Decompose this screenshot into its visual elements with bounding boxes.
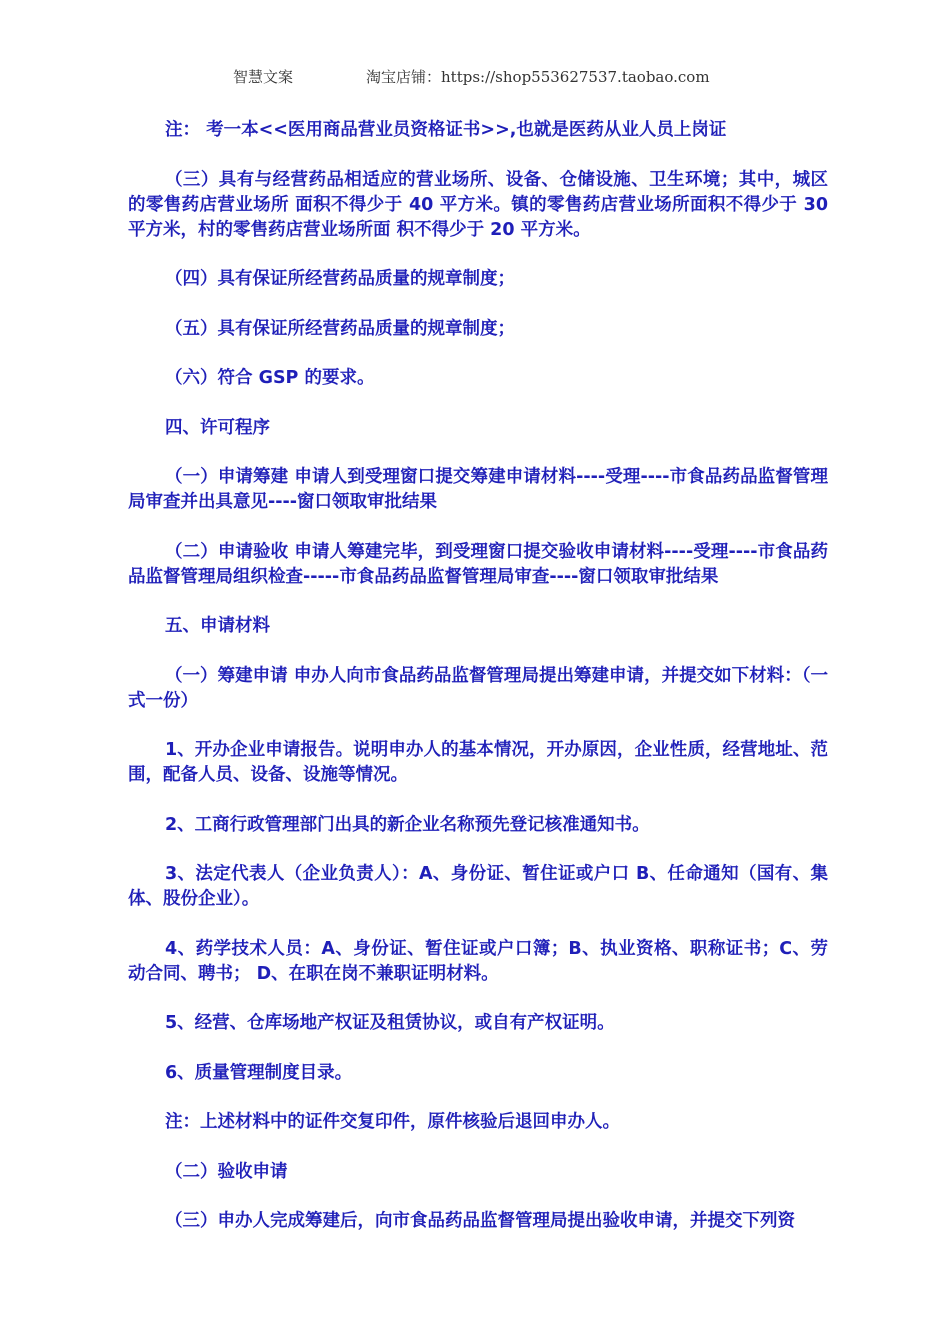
header-brand: 智慧文案	[233, 68, 294, 86]
paragraph-condition-5: （五）具有保证所经营药品质量的规章制度；	[165, 318, 515, 339]
list-item-material-5: 5、经营、仓库场地产权证及租赁协议，或自有产权证明。	[165, 1013, 615, 1033]
paragraph-note-certificate: 注： 考一本<<医用商品营业员资格证书>>,也就是医药从业人员上岗证	[165, 120, 727, 140]
header-shop-link: 淘宝店铺：https://shop553627537.taobao.com	[366, 68, 710, 86]
list-item-material-1: 1、开办企业申请报告。说明申办人的基本情况，开办原因，企业性质，经营地址、范围，配备人员、设备、设施等情况。	[128, 740, 828, 785]
paragraph-procedure-1: （一）申请筹建 申请人到受理窗口提交筹建申请材料----受理----市食品药品监督管理局审查并出具意见----窗口领取审批结果	[128, 467, 828, 512]
section-heading-materials: 五、申请材料	[165, 616, 270, 636]
paragraph-condition-6: （六）符合 GSP 的要求。	[165, 368, 375, 388]
list-item-material-3: 3、法定代表人（企业负责人）：A、身份证、暂住证或户口 B、任命通知（国有、集体、股份企业）。	[128, 864, 828, 909]
list-item-material-2: 2、工商行政管理部门出具的新企业名称预先登记核准通知书。	[165, 814, 650, 835]
document-body	[128, 118, 828, 1259]
paragraph-note-copies: 注：上述材料中的证件交复印件，原件核验后退回申办人。	[165, 1112, 620, 1132]
list-item-material-4: 4、药学技术人员：A、身份证、暂住证或户口簿；B、执业资格、职称证书；C、劳动合同、聘书； D、在职在岗不兼职证明材料。	[128, 938, 828, 984]
paragraph-condition-3: （三）具有与经营药品相适应的营业场所、设备、仓储设施、卫生环境；其中，城区的零售药店营业场所 面积不得少于 40 平方米。镇的零售药店营业场所面积不得少于 30 平方米，村的零售药店营业场所面 积不得少于 20 平方米。	[128, 169, 828, 240]
paragraph-materials-intro: （一）筹建申请 申办人向市食品药品监督管理局提出筹建申请，并提交如下材料：（一式一份）	[128, 665, 828, 711]
paragraph-condition-4: （四）具有保证所经营药品质量的规章制度；	[165, 269, 515, 289]
paragraph-acceptance-application: （三）申办人完成筹建后，向市食品药品监督管理局提出验收申请，并提交下列资	[165, 1211, 795, 1231]
paragraph-acceptance-heading: （二）验收申请	[165, 1161, 288, 1182]
list-item-material-6: 6、质量管理制度目录。	[165, 1062, 353, 1083]
paragraph-procedure-2: （二）申请验收 申请人筹建完毕，到受理窗口提交验收申请材料----受理----市食品药品监督管理局组织检查-----市食品药品监督管理局审查----窗口领取审批结果	[128, 541, 828, 587]
section-heading-procedure: 四、许可程序	[165, 417, 270, 438]
page-header	[0, 66, 950, 92]
